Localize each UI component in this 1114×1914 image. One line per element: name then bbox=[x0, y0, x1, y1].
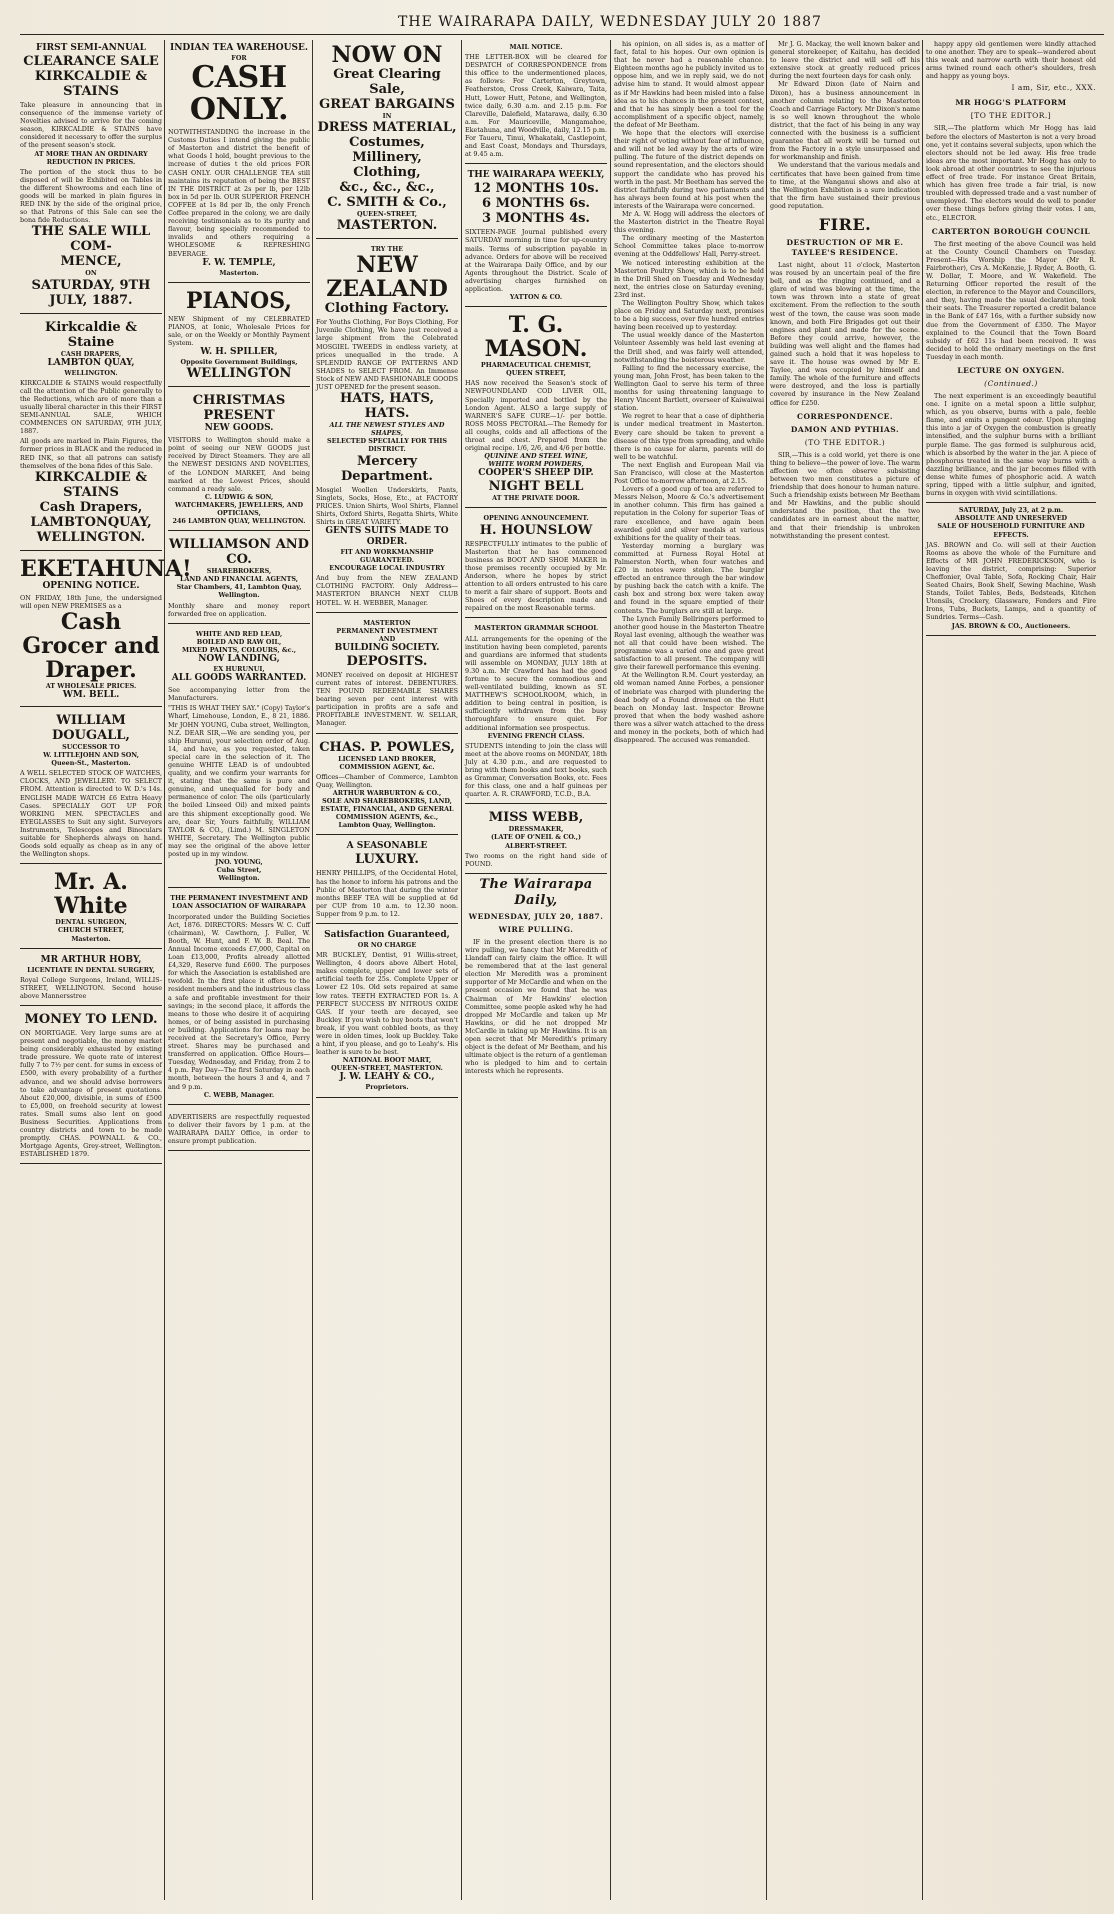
news-paragraph: We regret to hear that a case of diphtheria is under medical treatment in Masterton. Every care should be taken to prevent a disease of this type from spreading, and while there is no cause for alarm, parents will do well to be watchful. bbox=[614, 412, 764, 461]
news-paragraph: The ordinary meeting of the Masterton School Committee takes place to-morrow evening at the Oddfellows' Hall, Perry-street. bbox=[614, 234, 764, 259]
news-paragraph: Yesterday morning a burglary was committed at Furness Royal Hotel at Palmerston North, when four watches and £20 in notes were stolen. The burglar effected an entrance through the bar window by pushing back the catch with a knife. The cash box and strong box were taken away and found in the square emptied of their contents. The burglars are still at large. bbox=[614, 541, 764, 615]
ad-line: JNO. YOUNG, bbox=[215, 858, 263, 867]
ad-body: KIRKCALDIE & STAINS would respectfully call the attention of the Public generally to the Reductions, which are of more than a usually liberal character in this their FIRST SEMI-ANNUAL SALE, WHICH COMMENCES ON SATURDAY, 9TH JULY, 1887. bbox=[20, 378, 162, 436]
ad-heading: NEW ZEALAND bbox=[326, 252, 448, 303]
webb-ad bbox=[465, 807, 607, 873]
article-subtitle: (Continued.) bbox=[984, 379, 1038, 388]
powles-ad bbox=[316, 737, 458, 836]
ad-line: Star Chambers, 41, Lambton Quay, bbox=[176, 583, 302, 592]
news-items bbox=[770, 40, 920, 210]
ad-line: SELECTED SPECIALLY FOR THIS DISTRICT. bbox=[326, 437, 448, 454]
ad-line: W. H. SPILLER, bbox=[200, 347, 278, 358]
ad-line: ALBERT-STREET. bbox=[505, 841, 567, 850]
ad-line: DRESSMAKER, bbox=[508, 825, 564, 834]
ad-body: Offices—Chamber of Commerce, Lambton Quay, Wellington. bbox=[316, 772, 458, 789]
fire-article bbox=[770, 215, 920, 407]
mail-notice bbox=[465, 40, 607, 164]
ad-line: CASH DRAPERS, bbox=[60, 349, 122, 358]
news-paragraph: Mr J. G. Mackay, the well known baker and general storekeeper, of Kaitahu, has decided to leave the district and will sell off his extensive stock at greatly reduced prices during the next fourteen days for cash only. bbox=[770, 40, 920, 81]
ad-signature: YATTON & CO. bbox=[509, 293, 563, 302]
council-report bbox=[926, 227, 1096, 361]
column-divider bbox=[610, 40, 611, 1900]
ad-line: (LATE OF O'NEIL & CO.,) bbox=[491, 833, 581, 842]
editorial-date: WEDNESDAY, JULY 20, 1887. bbox=[468, 911, 604, 921]
news-paragraph: Mr A. W. Hogg will address the electors of the Masterton district in the Theatre Royal this evening. bbox=[614, 209, 764, 235]
ad-line: 12 MONTHS 10s. bbox=[472, 181, 600, 197]
ad-line: Wellington. bbox=[218, 874, 260, 883]
ad-line: SHAREBROKERS, bbox=[206, 567, 272, 576]
ad-heading: MONEY TO LEND. bbox=[24, 1011, 158, 1027]
news-items bbox=[614, 40, 764, 744]
ad-line: ALL THE NEWEST STYLES AND SHAPES, bbox=[329, 421, 445, 438]
clearance-sale-ad bbox=[20, 40, 162, 314]
article-title: FIRE. bbox=[818, 214, 872, 234]
ad-line: ARTHUR WARBURTON & CO., bbox=[332, 788, 442, 797]
editorial-title: WIRE PULLING. bbox=[498, 924, 574, 934]
ad-heading: WILLIAM DOUGALL, bbox=[52, 713, 130, 743]
column-5 bbox=[614, 40, 764, 1900]
ad-line: TRY THE bbox=[370, 245, 404, 254]
ad-line: COOPER'S SHEEP DIP. bbox=[478, 468, 594, 479]
ad-line: QUEEN STREET, bbox=[506, 369, 566, 378]
christmas-ad bbox=[168, 390, 310, 531]
column-divider bbox=[922, 40, 923, 1900]
ad-line: THE SALE WILL COM- bbox=[31, 224, 151, 255]
paints-ad bbox=[168, 627, 310, 889]
ad-body: NEW Shipment of my CELEBRATED PIANOS, at Ionic, Wholesale Prices for sale, or on the Weekly or Monthly Payment System. bbox=[168, 314, 310, 347]
oxygen-lecture bbox=[926, 366, 1096, 497]
news-paragraph: Mr Edward Dixon (late of Nairn and Dixon), has a business announcement in another column relating to the Masterton Coach and Carriage Factory. Mr Dixon's name is so well known throughout the whole district, that the fact of his being in any way connected with the business is a sufficient guarantee that all work will be turned out from the Factory in a style unsurpassed and for workmanship and finish. bbox=[770, 80, 920, 162]
ad-line: PHARMACEUTICAL CHEMIST, bbox=[480, 361, 592, 370]
ad-line: LICENTIATE IN DENTAL SURGERY, bbox=[27, 965, 155, 974]
news-paragraph: Falling to find the necessary exercise, the young man, John Frost, has been taken to the Wellington Gaol to serve his term of three months for using threatening language to Henry Vincent Bartlett, overseer of Kaiwaiwai station. bbox=[614, 363, 764, 413]
ad-line: QUEEN-STREET, bbox=[356, 210, 418, 219]
ad-line: J. W. LEAHY & CO., bbox=[339, 1072, 435, 1083]
ad-heading: THE WAIRARAPA WEEKLY, bbox=[467, 170, 605, 181]
ad-line: MIXED PAINTS, COLOURS, &c., bbox=[182, 645, 296, 654]
news-paragraph: We hope that the electors will exercise their right of voting without fear of influence, and will not be led away by the arts of wire pulling. The future of the district depends on sound representation, and the electors should support the candidate who has proved his worth in the past. Mr Beetham has served the district faithfully during two parliaments and has always been found at his post when the interests of the Wairarapa were concerned. bbox=[614, 129, 764, 210]
advertisers-notice bbox=[168, 1108, 310, 1151]
ad-heading: CHRISTMAS PRESENT bbox=[192, 393, 286, 424]
ad-line: LAMBTONQUAY, bbox=[30, 514, 152, 530]
article-title: CORRESPONDENCE. bbox=[796, 411, 893, 421]
ad-heading: Kirkcaldie & Staine bbox=[45, 319, 137, 350]
ad-line: C. SMITH & Co., bbox=[327, 195, 447, 211]
grammar-school-ad bbox=[465, 621, 607, 804]
ad-line: WELLINGTON bbox=[186, 366, 292, 382]
ad-line: MENCE, bbox=[60, 254, 122, 270]
ad-line: Opposite Government Buildings, bbox=[180, 358, 298, 367]
ad-line: AT THE PRIVATE DOOR. bbox=[492, 494, 580, 503]
ad-heading: SATURDAY, July 23, at 2 p.m. bbox=[958, 506, 1064, 515]
ad-line: C. LUDWIG & SON, bbox=[204, 492, 274, 501]
ad-line: DENTAL SURGEON, bbox=[55, 918, 127, 927]
ad-body: The portion of the stock thus to be disposed of will be Exhibited on Tables in the different Showrooms and each line of goods will be marked in plain figures in RED INK by the side of the original price, so that Patrons of this Sale can see the bona fide Reductions. bbox=[20, 167, 162, 225]
ad-line: SATURDAY, 9TH bbox=[31, 277, 151, 293]
ad-heading: A SEASONABLE bbox=[346, 841, 428, 852]
kirkcaldie-ad bbox=[20, 317, 162, 551]
news-paragraph: At the Wellington R.M. Court yesterday, an old woman named Anne Forbes, a pensioner of inebriate was charged with plundering the dead body of a Found drowned on the Hutt beach on Monday last. Inspector Browne proved that when the body washed ashore there was a silver watch attached to the dress and money in the pockets, both of which had disappeared. The accused was remanded. bbox=[614, 671, 764, 745]
masthead-title: THE WAIRARAPA DAILY, WEDNESDAY JULY 20 1887 bbox=[398, 14, 822, 30]
hoby-ad bbox=[20, 952, 162, 1006]
ad-heading: MASTERTON GRAMMAR SCHOOL bbox=[474, 624, 598, 633]
article-body: The first meeting of the above Council was held at the County Council Chambers on Tuesday. Present—His Worship the Mayor (Mr R. Fairbrother), Crs A. McKenzie, J. Ryder, A. Booth, G. W. Dollar, T. Moore, and W. Wakefield. The Returning Officer reported the result of the election, in reference to the Mayor and Councillors, and they, having made the usual declaration, took their seats. The Treasurer reported a credit balance in the Bank of £47 16s, with a further subsidy now due from the Government of £350. The Mayor explained to the Council that the Town Board subsidy of £62 11s had been received. It was decided to hold the ordinary meetings on the first Tuesday in each month. bbox=[926, 239, 1096, 361]
news-paragraph: We understand that the various medals and certificates that have been gained from time to time, at the Wanganui shows and also at the Wellington Exhibition is a sure indication that the firm have sustained their previous good reputation. bbox=[770, 161, 920, 210]
article-body: happy appy old gentlemen were kindly attached to one another. They are to speak—wandered about this weak and narrow earth with their honest old arms twined round each other's shoulders, fresh and happy as young boys. bbox=[926, 40, 1096, 81]
ad-line: WM. BELL. bbox=[62, 690, 120, 700]
ad-line: NEW GOODS. bbox=[204, 423, 274, 434]
dougall-ad bbox=[20, 710, 162, 864]
column-6 bbox=[770, 40, 920, 1900]
ad-line: SOLE AND SHAREBROKERS, LAND, ESTATE, FINANCIAL, AND GENERAL COMMISSION AGENTS, &c., bbox=[320, 797, 454, 822]
ad-line: AT WHOLESALE PRICES. bbox=[45, 681, 137, 690]
ad-body: MR BUCKLEY, Dentist, 91 Willis-street, Wellington, 4 doors above Albert Hotel, makes complete, upper and lower sets of artificial teeth for 25s. Complete Upper or Lower £2 10s. Old sets repaired at same low rates. TEETH EXTRACTED FOR 1s. A PERFECT SUCCESS BY NITROUS OXIDE GAS. If your teeth are decayed, see Buckley. If you wish to buy boots that won't break, if you want cobbled boots, as they were in olden times, look up Buckley. Take a hint, if you please, and go to Leahy's. His leather is sure to be best. bbox=[316, 951, 458, 1057]
ad-line: Costumes, bbox=[349, 135, 425, 151]
ad-body: HAS now received the Season's stock of NEWFOUNDLAND COD LIVER OIL, Specially imported and bottled by the London Agent. ALSO a large supply of WARNER'S SAFE CURE—1/- per bottle. ROSS MOSS PECTORAL—The Remedy for all coughs, colds and all affections of the throat and chest. Prepared from the original recipe. 1/6, 2/6, and 4/6 per bottle. bbox=[465, 379, 607, 453]
hounslow-ad bbox=[465, 511, 607, 618]
ad-heading: NOW LANDING, bbox=[198, 654, 280, 665]
ad-line: Millinery, bbox=[352, 150, 422, 166]
ad-heading: WILLIAMSON AND CO. bbox=[169, 537, 309, 568]
ad-line: OPENING ANNOUNCEMENT. bbox=[483, 514, 589, 523]
ad-line: AND bbox=[378, 634, 396, 643]
ad-heading: H. HOUNSLOW bbox=[479, 522, 593, 538]
article-to: [TO THE EDITOR.] bbox=[970, 111, 1052, 121]
ad-line: BUILDING SOCIETY. bbox=[334, 642, 440, 653]
ad-body: ALL arrangements for the opening of the institution having been completed, parents and guardians are informed that students will assemble on MONDAY, JULY 18th at 9.30 a.m. Mr Crawford has had the good fortune to secure the commodious and well-ventilated building, known as ST. MATTHEW'S SCHOOLROOM, which, in addition to being central in position, is sufficiently withdrawn from the busy thoroughfare to ensure quiet. For additional information see prospectus. bbox=[465, 634, 607, 732]
column-divider bbox=[461, 40, 462, 1900]
ad-body: A WELL SELECTED STOCK OF WATCHES, CLOCKS, AND JEWELLERY. TO SELECT FROM. Attention is directed to W. D.'s 14s. ENGLISH MADE WATCH £6 Extra Heavy Cases. SPECIALLY GOT UP FOR WORKING MEN. SPECTACLES and EYEGLASSES to Suit any sight. Surveyors Instruments, Telescopes and Binoculars suitable for Shepherds always on hand. Goods sold equally as cheap as in any of the Wellington shops. bbox=[20, 769, 162, 859]
ad-heading: CASH ONLY. bbox=[189, 60, 289, 128]
ad-body: All goods are marked in Plain Figures, the former prices in BLACK and the reduced in RED INK, so that all patrons can satisfy themselves of the bona fides of this Sale. bbox=[20, 437, 162, 470]
column-divider bbox=[312, 40, 313, 1900]
ad-signature: JAS. BROWN & CO., Auctioneers. bbox=[951, 621, 1071, 630]
letter-signature: I am, Sir, etc., XXX. bbox=[1011, 83, 1096, 93]
article-body: SIR,—This is a cold world, yet there is one thing to believe—the power of love. The warm affection we often observe subsisting between two men constitutes a picture of friendship that does honour to human nature. Such a friendship exists between Mr Beetham and Mr Hawkins, and the public should understand the position, that the two candidates are in earnest about the matter, and that their friendship is unbroken notwithstanding the present contest. bbox=[770, 450, 920, 540]
ad-body: RESPECTFULLY intimates to the public of Masterton that he has commenced business as BOOT AND SHOE MAKER in those premises recently occupied by Mr. Anderson, where he hopes by strict attention to all orders entrusted to his care to merit a fair share of support. Boots and Shoes of every description made and repaired on the most Reasonable terms. bbox=[465, 539, 607, 613]
ad-line: Clothing, bbox=[353, 165, 421, 181]
ad-body: Take pleasure in announcing that in consequence of the immense variety of Novelties advised to arrive for the coming season, KIRKCALDIE & STAINS have considered it necessary to offer the surplus of the present season's stock. bbox=[20, 101, 162, 150]
article-body: The next experiment is an exceedingly beautiful one. I ignite on a metal spoon a little sulphur, which, as you observe, burns with a pale, feeble flame, and emits a pungent odour. Upon plunging this into a jar of Oxygen the combustion is greatly intensified, and the sulphur burns with a brilliant purple flame. The gas formed is sulphurous acid, which is absorbed by the water in the jar. A piece of phosphorus treated in the same way burns with a dazzling brilliance, and the jar becomes filled with dense white fumes of phosphoric acid. A watch spring, tipped with a little sulphur, and ignited, burns in oxygen with vivid scintillations. bbox=[926, 392, 1096, 498]
newspaper-banner: The Wairarapa Daily, bbox=[479, 876, 593, 908]
ad-line: JULY, 1887. bbox=[49, 292, 133, 308]
luxury-ad bbox=[316, 838, 458, 924]
column-1 bbox=[20, 40, 192, 1900]
ad-heading: CHAS. P. POWLES, bbox=[319, 739, 455, 755]
ad-line: ENCOURAGE LOCAL INDUSTRY bbox=[329, 564, 445, 573]
ad-body: ON FRIDAY, 18th June, the undersigned will open NEW PREMISES as a bbox=[20, 593, 162, 610]
platform-letter bbox=[926, 98, 1096, 221]
ad-heading: MR ARTHUR HOBY, bbox=[40, 954, 142, 965]
article-title: CARTERTON BOROUGH COUNCIL bbox=[931, 226, 1091, 236]
ad-body: Incorporated under the Building Societies Act, 1876. DIRECTORS: Messrs W. C. Cuff (chairman), W. Cawthorn, J. Fuller, W. Booth, W. Hunt, and F. W. B. Beal. The Annual Income exceeds £7,000, Capital on Loan £13,000, Profits already allotted £4,329, Reserve fund £600. The purposes for which the Association is established are twofold. In the first place it offers to the resident members and the industrious class a safe and profitable investment for their savings; in the second place, it affords the means to those who desire it of acquiring homes, or of being assisted in purchasing or building. Applications for loans may be received at the Secretary's Office, Perry street. Shares may be purchased and transferred on application. Office Hours—Tuesday, Wednesday, and Friday, from 2 to 4 p.m. Pay Day—The first Saturday in each month, between the hours 3 and 4, and 7 and 9 p.m. bbox=[168, 912, 311, 1091]
ad-body: VISITORS to Wellington should make a point of seeing our NEW GOODS just received by Direct Steamers. They are all the NEWEST DESIGNS AND NOVELTIES, of the LONDON MARKET, And being marked at the Lowest Prices, should command a ready sale. bbox=[168, 436, 310, 493]
ad-heading: Mr. A. White bbox=[54, 869, 128, 920]
ad-line: GENTS SUITS MADE TO ORDER. bbox=[325, 525, 449, 547]
editorial bbox=[465, 877, 607, 1076]
ad-line: OR NO CHARGE bbox=[357, 940, 417, 949]
masthead-rule bbox=[20, 34, 1104, 35]
ad-line: NIGHT BELL bbox=[488, 479, 584, 495]
mason-ad bbox=[465, 310, 607, 508]
ad-line: WATCHMAKERS, JEWELLERS, AND OPTICIANS, bbox=[174, 500, 304, 517]
ad-line: Queen-St., Masterton. bbox=[51, 759, 131, 768]
ad-body: SIXTEEN-PAGE Journal published every SATURDAY morning in time for up-country mails. Terms of subscription payable in advance. Orders for above will be received at the Wairarapa Daily Office, and by our Agents throughout the District. Scale of advertising charges furnished on application. bbox=[465, 228, 607, 293]
clearing-sale-ad bbox=[316, 40, 458, 239]
ad-body: THE LETTER-BOX will be cleared for DESPATCH of CORRESPONDENCE from this office to the undermentioned places, as follows: For Carterton, Greytown, Featherston, Cross Creek, Kaiwara, Taita, Hutt, Lower Hutt, Petone, and Wellington, twice daily, 6.30 a.m. and 2.15 p.m. For Clareville, Dalefield, Matarawa, daily, 6.30 a.m. For Mauriceville, Mangamahoe, Eketahuna, and Woodville, daily, 12.15 p.m. For Taueru, Tinui, Whakataki, Castlepoint, and East Coast, Mondays and Thursdays, at 9.45 a.m. bbox=[465, 53, 607, 159]
ad-heading: T. G. MASON. bbox=[484, 312, 588, 363]
ad-line: WELLINGTON. bbox=[64, 368, 118, 377]
ad-heading: DEPOSITS. bbox=[346, 653, 428, 669]
building-society-ad bbox=[316, 616, 458, 734]
tea-warehouse-ad bbox=[168, 40, 310, 283]
ad-body: ON MORTGAGE. Very large sums are at present and negotiable, the money market being considerably exhausted by existing trade pressure. We quote rate of interest fully 7 to 7½ per cent. for sums in excess of £500, with every probability of a further advance, and we should advise borrowers to take advantage of present quotations. About £20,000, divisible, in sums of £500 to £5,000, on freehold security at lowest rates. Small sums also lent on good Business Securities. Applications from country districts and town to be made promptly. CHAS. POWNALL & CO., Mortgage Agents, Grey-street, Wellington. ESTABLISHED 1879. bbox=[20, 1028, 162, 1159]
money-ad bbox=[20, 1009, 162, 1165]
ad-line: ON bbox=[85, 269, 97, 278]
ad-line: Wellington. bbox=[218, 591, 260, 600]
ad-line: EX HURUNUI, bbox=[213, 665, 265, 674]
news-paragraph: Lovers of a good cup of tea are referred to Messrs Nelson, Moore & Co.'s advertisement in another column. This firm has gained a reputation in the Colony for superior Teas of rare excellence, and have again been awarded gold and silver medals at various exhibitions for the quality of their teas. bbox=[614, 485, 764, 542]
ad-letter: "THIS IS WHAT THEY SAY." (Copy) Taylor's Wharf, Limehouse, London, E., 8 21, 1886. Mr JOHN YOUNG, Cuba street, Wellington, N.Z. DEAR SIR,—We are sending you, per ship Hurunui, your selection order of Aug. 14, and have, as you requested, taken special care in the selection of it. The genuine WHITE LEAD is of undoubted quality, and we confirm your warrants for it, stating that the same is pure and genuine, and unequalled for body and permanence of color. The oils (particularly the boiled Linseed Oil) and mixed paints are this shipment exceptionally good. We are, dear Sir, Yours faithfully, WILLIAM TAYLOR & CO., (Limd.) M. SINGLETON WHITE, Secretary. The Wellington public may see the original of the above letter posted up in my window. bbox=[168, 704, 310, 858]
ad-line: Cash Drapers, bbox=[39, 499, 143, 515]
news-paragraph: his opinion, on all sides is, as a matter of fact, fatal to his hopes. Our own opinion is that he never had a reasonable chance. Eighteen months ago he publicly invited us to oppose him, and we in reply said, we do not advise him to stand. It would almost appear as if Mr Hawkins had been misled into a false idea as to his chances in the present contest, and that he has simply been a tool for the accomplishment of a specific object, namely, the defeat of Mr Beetham. bbox=[614, 40, 764, 129]
correspondence-article bbox=[770, 412, 920, 540]
ad-heading: EVENING FRENCH CLASS. bbox=[487, 731, 585, 740]
ad-line: BOILED AND RAW OIL, bbox=[196, 637, 282, 646]
ad-line: 246 LAMBTON QUAY, WELLINGTON. bbox=[172, 517, 306, 526]
ad-line: FIT AND WORKMANSHIP GUARANTEED. bbox=[340, 547, 434, 565]
ad-heading: Satisfaction Guaranteed, bbox=[324, 929, 450, 940]
ad-heading: EKETAHUNA! bbox=[20, 555, 192, 582]
dental-ad bbox=[316, 927, 458, 1098]
ad-line: 6 MONTHS 6s. bbox=[482, 196, 590, 212]
column-divider bbox=[766, 40, 767, 1900]
eketahuna-ad bbox=[20, 554, 192, 707]
ad-line: LICENSED LAND BROKER, COMMISSION AGENT, &c. bbox=[338, 754, 436, 771]
ad-line: MASTERTON. bbox=[336, 218, 438, 234]
column-divider bbox=[164, 40, 165, 1900]
ad-line: Proprietors. bbox=[365, 1083, 409, 1092]
article-body: SIR,—The platform which Mr Hogg has laid before the electors of Masterton is not a very broad one, yet it contains several subjects, upon which the electors should not be led away. His free trade ideas are the most important. Mr Hogg has only to look abroad at other countries to see the injurious effect of free trade. For instance Great Britain, which has given free trade a fair trial, is now troubled with depressed trade and a vast number of unemployed. The electors would do well to ponder over these things before giving their votes. I am, etc., ELECTOR. bbox=[926, 124, 1096, 222]
ad-line: WHITE WORM POWDERS, bbox=[488, 460, 584, 469]
nz-clothing-ad bbox=[316, 242, 458, 612]
white-ad bbox=[20, 867, 162, 948]
ad-line: W. LITTLEJOHN AND SON, bbox=[43, 751, 139, 760]
ad-body: Royal College Surgeons, Ireland, WILLIS-STREET, WELLINGTON. Second house above Mannersstree bbox=[20, 975, 162, 1000]
ad-body: Monthly share and money report forwarded free on application. bbox=[168, 601, 310, 618]
ad-heading: THE PERMANENT INVESTMENT AND LOAN ASSOCIATION OF WAIRARAPA bbox=[170, 894, 308, 911]
ad-heading: KIRKCALDIE & STAINS bbox=[34, 69, 148, 99]
news-paragraph: The Wellington Poultry Show, which takes place on Friday and Saturday next, promises to be a big success, over five hundred entries having been received up to yesterday. bbox=[614, 299, 764, 332]
ad-heading: NOW ON bbox=[331, 42, 443, 68]
ad-heading: MISS WEBB, bbox=[488, 810, 584, 826]
ad-line: QUEEN-STREET, MASTERTON. bbox=[331, 1064, 443, 1073]
ad-body: And buy from the NEW ZEALAND CLOTHING FACTORY. Only Address—MASTERTON BRANCH NEXT CLUB HOTEL. W. H. WEBBER, Manager. bbox=[316, 574, 458, 607]
ad-line: Masterton. bbox=[219, 268, 259, 277]
ad-line: ABSOLUTE AND UNRESERVED bbox=[954, 514, 1068, 523]
article-body: Last night, about 11 o'clock, Masterton was roused by an uncertain peal of the fire bell, and as the ringing continued, and a glare of wind was blowing at the time, the town was thrown into a state of great excitement. From the reflection to the south west of the town, the cause was soon made known, and both Fire Brigades got out their engines and plant and made for the scene. Before they could arrive, however, the building was well alight and the flames had gained such a hold that it was hopeless to save it. The house was owned by Mr E. Taylee, and was occupied by himself and family. The whole of the furniture and effects were destroyed, and the loss is partially covered by insurance in the New Zealand office for £250. bbox=[770, 260, 920, 407]
ad-body: For Youths Clothing, For Boys Clothing, For Juvenile Clothing, We have just received a large shipment from the Celebrated MOSGIEL TWEEDS in endless variety, at prices unequalled in the trade. A SPLENDID RANGE OF PATTERNS AND SHADES to SELECT FROM. An Immense Stock of NEW AND FASHIONABLE GOODS JUST OPENED for the present season. bbox=[316, 318, 458, 392]
ad-line: HATS, HATS, HATS. bbox=[339, 391, 435, 422]
ad-line: WELLINGTON. bbox=[36, 529, 146, 545]
ad-line: LAMBTON QUAY, bbox=[47, 357, 135, 368]
ad-line: FOR bbox=[231, 54, 247, 62]
editorial-body: IF in the present election there is no wire pulling, we fancy that Mr Meredith of Llandaff can fairly claim the office. It will be remembered that at the last general election Mr Meredith was a prominent supporter of Mr McCardle and when on the present occasion we found that he was Chairman of Mr Hawkins' election Committee, some people asked why he had dropped Mr McCardle and taken up Mr Hawkins, or did he not dropped Mr McCardle in taking up Mr Hawkins. It is an open secret that Mr Meredith's primary object is the defeat of Mr Beetham, and his ultimate object is the return of a gentleman who is pledged to him and to certain interests which he represents. bbox=[465, 937, 607, 1076]
ad-heading: PIANOS, bbox=[186, 287, 292, 314]
ad-heading: CLEARANCE SALE bbox=[23, 54, 159, 69]
column-3 bbox=[316, 40, 458, 1900]
ad-body: HENRY PHILLIPS, of the Occidental Hotel, has the honor to inform his patrons and the Public of Masterton that during the winter months BEEF TEA will be supplied at 6d per CUP from 10 a.m. to 12.30 noon. Supper from 9 p.m. to 12. bbox=[316, 869, 458, 918]
ad-heading: INDIAN TEA WAREHOUSE. bbox=[169, 43, 308, 53]
news-paragraph: The next English and European Mail via San Francisco, will close at the Masterton Post Office to-morrow afternoon, at 2.15. bbox=[614, 460, 764, 486]
column-7 bbox=[926, 40, 1096, 1900]
ad-heading: Clothing Factory. bbox=[324, 301, 450, 317]
letter-end bbox=[926, 40, 1096, 93]
ad-heading: KIRKCALDIE & STAINS bbox=[34, 469, 148, 500]
ad-line: 3 MONTHS 4s. bbox=[482, 211, 590, 227]
ad-line: CHURCH STREET, bbox=[57, 926, 125, 935]
ad-line: GREAT BARGAINS bbox=[319, 97, 455, 112]
news-paragraph: The Lynch Family Bellringers performed to another good house in the Masterton Theatre Royal last evening, although the weather was not all that could have been wished. The programme was a varied one and gave great satisfaction to all present. The company will give their farewell performance this evening. bbox=[614, 614, 764, 672]
ad-heading: FIRST SEMI-ANNUAL bbox=[36, 43, 146, 53]
permanent-investment-ad bbox=[168, 891, 310, 1104]
ad-line: Cuba Street, bbox=[216, 866, 262, 875]
ad-line: DRESS MATERIAL, bbox=[317, 120, 457, 136]
ad-body: Two rooms on the right hand side of POUND. bbox=[465, 851, 607, 868]
ad-line: NATIONAL BOOT MART, bbox=[342, 1056, 432, 1065]
column-4 bbox=[465, 40, 607, 1900]
ad-line: REDUCTION IN PRICES. bbox=[46, 157, 136, 166]
news-paragraph: We noticed interesting exhibition at the Masterton Poultry Show, which is to be held in the Drill Shed on Tuesday and Wednesday next, the entries close on Saturday evening, 23rd inst. bbox=[614, 258, 764, 299]
ad-body: JAS. BROWN and Co. will sell at their Auction Rooms as above the whole of the Furniture and Effects of MR JOHN FREDERICKSON, who is leaving the district, comprising: Superior Cheffonier, Oval Table, Sofa, Rocking Chair, Hair Seated Chairs, Book Shelf, Sewing Machine, Wash Stands, Toilet Tables, Beds, Bedsteads, Kitchen Utensils, Crockery, Glassware, Fenders and Fire Irons, Tubs, Buckets, Lamps, and a quantity of Sundries. Terms—Cash. bbox=[926, 540, 1096, 622]
news-paragraph: The usual weekly dance of the Masterton Volunteer Assembly was held last evening at the Drill shed, and was fairly well attended, notwithstanding the boisterous weather. bbox=[614, 331, 764, 364]
article-subtitle: DESTRUCTION OF MR E. TAYLEE'S RESIDENCE. bbox=[786, 237, 904, 257]
ad-line: QUININE AND STEEL WINE, bbox=[484, 452, 588, 461]
article-to: (TO THE EDITOR.) bbox=[804, 437, 886, 447]
ad-body: NOTWITHSTANDING the increase in the Customs Duties I intend giving the public of Masterton and district the benefit of what Goods I hold, bought previous to the increase of duties t the old prices FOR CASH ONLY. OUR CHALLENGE TEA still maintains its reputation of being the BEST IN THE DISTRICT at 2s per lb, per 12lb box in 5d per lb. OUR SUPERIOR FRENCH COFFEE at 1s 8d per lb, the only French Coffee prepared in the colony, we are daily receiving testimonials as to its purity and flavour, being specially recommended to invalids and others requiring a WHOLESOME & REFRESHING BEVERAGE. bbox=[168, 128, 310, 258]
ad-line: OPENING NOTICE. bbox=[42, 580, 140, 591]
pianos-ad bbox=[168, 286, 310, 387]
ad-heading: Cash Grocer and bbox=[22, 608, 160, 659]
ad-signature: C. WEBB, Manager. bbox=[203, 1090, 275, 1099]
ad-body: STUDENTS intending to join the class will meet at the above rooms on MONDAY, 18th July at 4.30 p.m., and are requested to bring with them books and text books, such as Grammar, Conversation Books, etc. Fees for this class, one and a half guineas per quarter. A. R. CRAWFORD, T.C.D., B.A. bbox=[465, 741, 607, 799]
ad-line: WHITE AND RED LEAD, bbox=[195, 629, 283, 638]
ad-body: MONEY received on deposit at HIGHEST current rates of interest. DEBENTURES. TEN POUND REDEEMABLE SHARES bearing seven per cent interest with participation in profits are a safe and PROFITABLE INVESTMENT. W. SELLAR, Manager. bbox=[316, 670, 458, 728]
ad-body: Mosgiel Woollen Underskirts, Pants, Singlets, Socks, Hose, Etc., at FACTORY PRICES. Union Shirts, Wool Shirts, Flannel Shirts, Oxford Shirts, Regatta Shirts, White Shirts in GREAT VARIETY. bbox=[316, 485, 458, 526]
ad-line: Masterton. bbox=[71, 934, 111, 943]
auction-ad bbox=[926, 502, 1096, 635]
column-2 bbox=[168, 40, 310, 1900]
ad-body: ADVERTISERS are respectfully requested to deliver their favors by 1 p.m. at the WAIRARAPA DAILY Office, in order to ensure prompt publication. bbox=[168, 1112, 310, 1145]
ad-line: Lambton Quay, Wellington. bbox=[338, 821, 436, 830]
article-title: LECTURE ON OXYGEN. bbox=[957, 366, 1065, 375]
ad-line: AT MORE THAN AN ORDINARY bbox=[34, 149, 148, 158]
article-title: MR HOGG'S PLATFORM bbox=[955, 98, 1067, 108]
ad-line: Mercery Department. bbox=[341, 453, 433, 484]
ad-line: F. W. TEMPLE, bbox=[202, 257, 276, 268]
ad-line: IN bbox=[382, 112, 392, 120]
ad-heading: MAIL NOTICE. bbox=[509, 43, 563, 51]
ad-line: ALL GOODS WARRANTED. bbox=[171, 673, 307, 684]
weekly-ad bbox=[465, 167, 607, 307]
article-subtitle: DAMON AND PYTHIAS. bbox=[790, 424, 900, 434]
ad-line: &c., &c., &c., bbox=[339, 180, 435, 196]
ad-line: Draper. bbox=[45, 656, 137, 683]
ad-line: SUCCESSOR TO bbox=[62, 743, 120, 751]
williamson-ad bbox=[168, 534, 310, 624]
ad-body: See accompanying letter from the Manufacturers. bbox=[168, 686, 310, 703]
ad-line: Great Clearing Sale, bbox=[333, 67, 441, 97]
ad-line: LAND AND FINANCIAL AGENTS, bbox=[179, 575, 299, 584]
ad-heading: LUXURY. bbox=[355, 852, 419, 868]
ad-line: MASTERTON bbox=[363, 618, 411, 627]
ad-line: PERMANENT INVESTMENT bbox=[336, 626, 438, 635]
ad-line: SALE OF HOUSEHOLD FURNITURE AND EFFECTS. bbox=[937, 522, 1085, 539]
